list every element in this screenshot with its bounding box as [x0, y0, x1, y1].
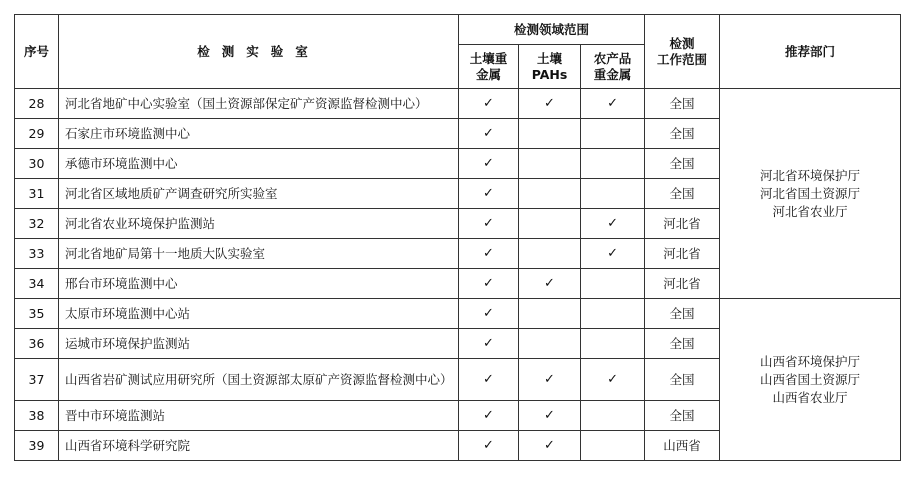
- header-lab-text: 检测实验室: [197, 43, 320, 59]
- row-lab-name: 晋中市环境监测站: [59, 401, 459, 431]
- row-scope: 全国: [645, 179, 720, 209]
- check-soil-pahs: ✓: [519, 359, 581, 401]
- check-agri-metal: [581, 329, 645, 359]
- row-no: 28: [15, 89, 59, 119]
- row-no: 33: [15, 239, 59, 269]
- recommending-dept-shanxi: [720, 299, 901, 461]
- row-no: 29: [15, 119, 59, 149]
- row-scope: 河北省: [645, 239, 720, 269]
- header-soil-pahs: [519, 45, 581, 89]
- check-soil-metal: ✓: [459, 299, 519, 329]
- check-soil-metal: ✓: [459, 401, 519, 431]
- dept-line: 山西省环境保护厅: [760, 353, 861, 369]
- check-soil-pahs: [519, 119, 581, 149]
- check-agri-metal: [581, 299, 645, 329]
- check-agri-metal: [581, 401, 645, 431]
- check-agri-metal: [581, 269, 645, 299]
- row-lab-name: 太原市环境监测中心站: [59, 299, 459, 329]
- dept-line: 河北省农业厅: [772, 203, 848, 219]
- header-dept: 推荐部门: [720, 15, 901, 89]
- row-no: 35: [15, 299, 59, 329]
- row-lab-name: 河北省地矿中心实验室（国土资源部保定矿产资源监督检测中心）: [59, 89, 459, 119]
- row-lab-name: 山西省岩矿测试应用研究所（国土资源部太原矿产资源监督检测中心）: [59, 359, 459, 401]
- check-soil-pahs: [519, 329, 581, 359]
- check-agri-metal: ✓: [581, 359, 645, 401]
- check-agri-metal: [581, 431, 645, 461]
- row-no: 38: [15, 401, 59, 431]
- row-lab-name: 石家庄市环境监测中心: [59, 119, 459, 149]
- header-domain-group: 检测领域范围: [459, 15, 645, 45]
- row-scope: 河北省: [645, 269, 720, 299]
- header-agri-metal-line2: 重金属: [593, 66, 632, 82]
- check-soil-metal: ✓: [459, 149, 519, 179]
- dept-line: 河北省环境保护厅: [760, 167, 861, 183]
- check-agri-metal: [581, 119, 645, 149]
- row-no: 32: [15, 209, 59, 239]
- row-lab-name: 河北省地矿局第十一地质大队实验室: [59, 239, 459, 269]
- header-soil-metal-line2: 金属: [475, 66, 501, 82]
- row-no: 34: [15, 269, 59, 299]
- header-scope-line2: 工作范围: [657, 51, 708, 67]
- check-agri-metal: ✓: [581, 239, 645, 269]
- row-no: 36: [15, 329, 59, 359]
- row-scope: 全国: [645, 299, 720, 329]
- row-no: 30: [15, 149, 59, 179]
- header-agri-metal-line1: 农产品: [593, 50, 632, 66]
- row-lab-name: 河北省区域地质矿产调查研究所实验室: [59, 179, 459, 209]
- check-soil-metal: ✓: [459, 431, 519, 461]
- row-scope: 山西省: [645, 431, 720, 461]
- check-soil-metal: ✓: [459, 359, 519, 401]
- check-soil-metal: ✓: [459, 209, 519, 239]
- check-soil-metal: ✓: [459, 179, 519, 209]
- check-soil-pahs: ✓: [519, 89, 581, 119]
- check-soil-pahs: [519, 209, 581, 239]
- header-soil-metal-line1: 土壤重: [469, 50, 508, 66]
- row-lab-name: 承德市环境监测中心: [59, 149, 459, 179]
- dept-line: 山西省农业厅: [772, 389, 848, 405]
- dept-line: 山西省国土资源厅: [760, 371, 861, 387]
- check-soil-metal: ✓: [459, 239, 519, 269]
- row-lab-name: 邢台市环境监测中心: [59, 269, 459, 299]
- row-scope: 全国: [645, 359, 720, 401]
- check-soil-pahs: [519, 149, 581, 179]
- row-lab-name: 河北省农业环境保护监测站: [59, 209, 459, 239]
- check-soil-pahs: ✓: [519, 431, 581, 461]
- header-soil-pahs-line2: PAHs: [531, 66, 568, 82]
- header-soil-metal: [459, 45, 519, 89]
- row-scope: 全国: [645, 149, 720, 179]
- row-lab-name: 山西省环境科学研究院: [59, 431, 459, 461]
- check-soil-metal: ✓: [459, 89, 519, 119]
- table-row: [15, 89, 901, 119]
- row-scope: 河北省: [645, 209, 720, 239]
- row-no: 37: [15, 359, 59, 401]
- check-soil-pahs: ✓: [519, 401, 581, 431]
- header-lab: [59, 15, 459, 89]
- row-lab-name: 运城市环境保护监测站: [59, 329, 459, 359]
- check-soil-metal: ✓: [459, 269, 519, 299]
- check-soil-pahs: ✓: [519, 269, 581, 299]
- row-scope: 全国: [645, 119, 720, 149]
- table-row: [15, 299, 901, 329]
- check-soil-pahs: [519, 179, 581, 209]
- row-scope: 全国: [645, 329, 720, 359]
- header-soil-pahs-line1: 土壤: [536, 50, 562, 66]
- check-agri-metal: ✓: [581, 89, 645, 119]
- row-scope: 全国: [645, 89, 720, 119]
- row-no: 39: [15, 431, 59, 461]
- check-soil-pahs: [519, 239, 581, 269]
- lab-table: [14, 14, 901, 461]
- row-scope: 全国: [645, 401, 720, 431]
- row-no: 31: [15, 179, 59, 209]
- header-seq: 序号: [15, 15, 59, 89]
- check-agri-metal: ✓: [581, 209, 645, 239]
- check-agri-metal: [581, 149, 645, 179]
- check-soil-metal: ✓: [459, 119, 519, 149]
- recommending-dept-hebei: [720, 89, 901, 299]
- check-soil-pahs: [519, 299, 581, 329]
- check-agri-metal: [581, 179, 645, 209]
- header-scope: [645, 15, 720, 89]
- header-agri-metal: [581, 45, 645, 89]
- header-scope-line1: 检测: [669, 35, 695, 51]
- dept-line: 河北省国土资源厅: [760, 185, 861, 201]
- check-soil-metal: ✓: [459, 329, 519, 359]
